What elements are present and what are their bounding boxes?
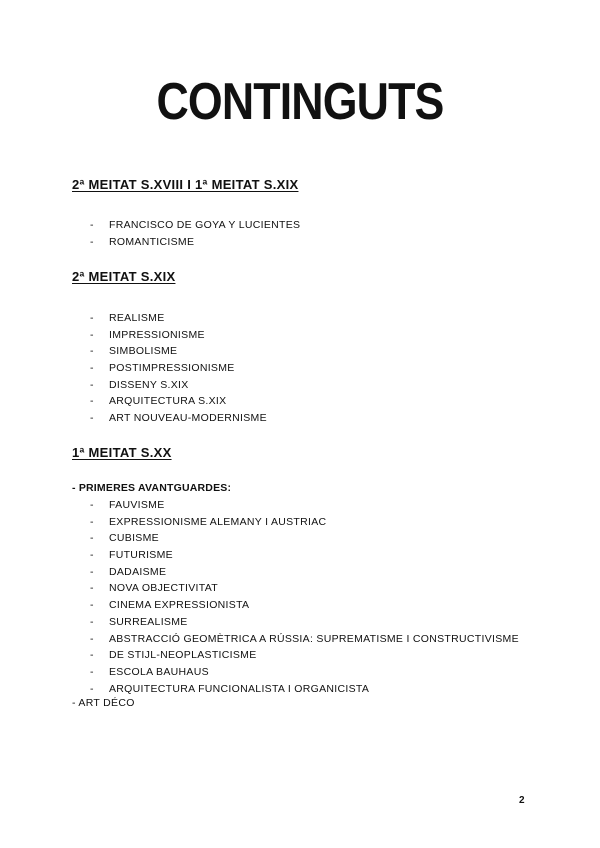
list-marker: - [90, 412, 94, 425]
list-item-label: DADAISME [109, 565, 167, 578]
list-item-label: REALISME [109, 312, 165, 324]
list-item-label: ARQUITECTURA FUNCIONALISTA I ORGANICISTA [109, 682, 370, 695]
section-list-3 [90, 497, 519, 697]
list-item [90, 497, 519, 514]
list-item [90, 377, 267, 394]
list-marker: - [90, 515, 94, 528]
section-heading-2: 2ª MEITAT S.XIX [72, 269, 176, 284]
list-item [90, 530, 519, 547]
list-item-label: ROMANTICISME [109, 235, 195, 248]
list-item-label: ABSTRACCIÓ GEOMÈTRICA A RÚSSIA: SUPREMATISME I CONSTRUCTIVISME [109, 632, 519, 645]
list-item [90, 597, 519, 614]
list-item-label: SURREALISME [109, 615, 188, 628]
list-marker: - [90, 549, 94, 562]
list-item [90, 217, 300, 234]
list-item-label: FRANCISCO DE GOYA Y LUCIENTES [109, 219, 301, 231]
section-heading-3: 1ª MEITAT S.XX [72, 445, 172, 460]
list-item [90, 410, 267, 427]
list-marker: - [90, 649, 94, 662]
list-marker: - [90, 395, 94, 408]
list-marker: - [90, 615, 94, 628]
list-marker: - [90, 499, 94, 511]
list-item [90, 564, 519, 581]
list-item [90, 647, 519, 664]
section-list-2 [90, 310, 267, 427]
list-item-label: FUTURISME [109, 549, 173, 562]
list-item-label: POSTIMPRESSIONISME [109, 362, 235, 375]
list-item [90, 631, 519, 648]
list-marker: - [90, 682, 94, 695]
list-marker: - [90, 599, 94, 612]
list-item-label: CUBISME [109, 532, 159, 545]
list-item [90, 234, 300, 251]
list-item [90, 547, 519, 564]
list-item-label: EXPRESSIONISME ALEMANY I AUSTRIAC [109, 515, 327, 528]
list-item [90, 681, 519, 698]
list-item [90, 580, 519, 597]
list-item-label: ESCOLA BAUHAUS [109, 665, 209, 678]
list-item [90, 310, 267, 327]
list-marker: - [90, 378, 94, 391]
page-title: CONTINGUTS [156, 73, 444, 131]
list-item [90, 343, 267, 360]
list-marker: - [90, 235, 94, 248]
list-item-label: CINEMA EXPRESSIONISTA [109, 599, 250, 612]
section-heading-1: 2ª MEITAT S.XVIII I 1ª MEITAT S.XIX [72, 177, 299, 192]
list-item [90, 327, 267, 344]
list-marker: - [90, 345, 94, 358]
section-list-1 [90, 217, 300, 250]
list-item [90, 614, 519, 631]
list-marker: - [90, 362, 94, 375]
list-item [90, 393, 267, 410]
page-number: 2 [519, 795, 525, 806]
list-item-label: SIMBOLISME [109, 345, 178, 358]
list-marker: - [90, 665, 94, 678]
list-item-label: FAUVISME [109, 499, 165, 511]
list-marker: - [90, 532, 94, 545]
list-item-label: ART NOUVEAU-MODERNISME [109, 412, 267, 425]
list-item-label: IMPRESSIONISME [109, 328, 205, 341]
list-item-art-deco: - ART DÉCO [72, 697, 135, 709]
list-marker: - [90, 312, 94, 324]
list-item-label: DE STIJL-NEOPLASTICISME [109, 649, 257, 662]
list-marker: - [90, 565, 94, 578]
list-item-label: DISSENY S.XIX [109, 378, 189, 391]
list-marker: - [90, 632, 94, 645]
list-item-label: NOVA OBJECTIVITAT [109, 582, 218, 595]
list-marker: - [90, 219, 94, 231]
list-marker: - [90, 582, 94, 595]
list-item-label: ARQUITECTURA S.XIX [109, 395, 227, 408]
list-item [90, 514, 519, 531]
list-item [90, 360, 267, 377]
subheading-primeres-avantguardes: - PRIMERES AVANTGUARDES: [72, 482, 232, 494]
list-marker: - [90, 328, 94, 341]
list-item [90, 664, 519, 681]
